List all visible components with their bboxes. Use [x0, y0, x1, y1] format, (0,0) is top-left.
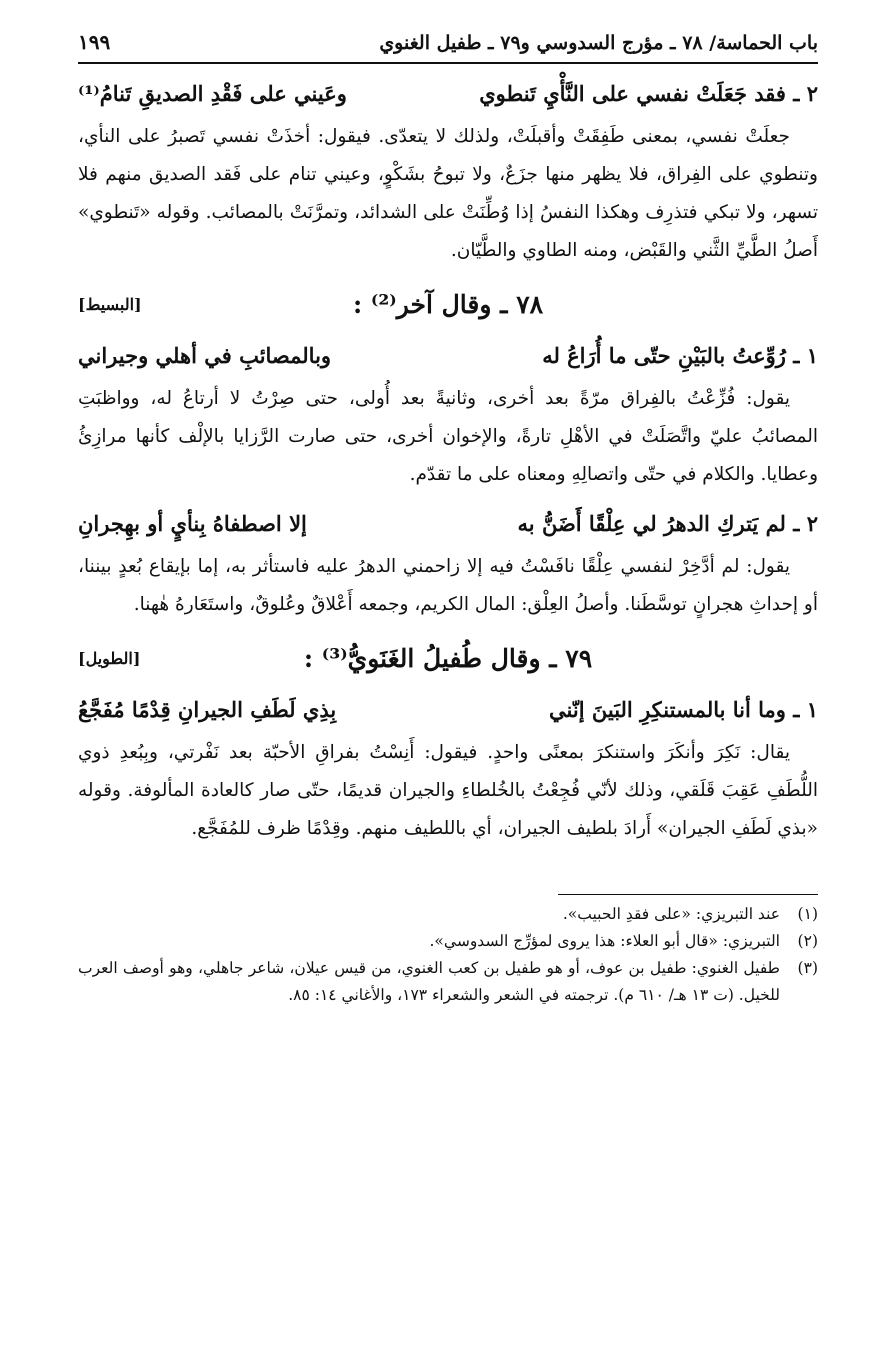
- footnote-text: عند التبريزي: «على فقدِ الحبيب».: [562, 905, 780, 923]
- verse-first-hemistich: ١ ـ رُوِّعتُ بالبَيْنِ حتّى ما أُرَاعُ له: [542, 343, 818, 368]
- footnote-text: التبريزي: «قال أبو العلاء: هذا يروى لمؤرِّج السدوسي».: [429, 932, 780, 950]
- meter-label: [الطويل]: [78, 648, 141, 668]
- footnotes: [78, 901, 818, 1009]
- footnote: [78, 955, 818, 1009]
- section-heading: [78, 636, 818, 680]
- verse-block: [78, 692, 818, 728]
- page-number: ١٩٩: [78, 30, 111, 54]
- footnote-number: (٢): [797, 932, 818, 950]
- verse-first-hemistich: ٢ ـ لم يَتركِ الدهرُ لي عِلْقًا أَضَنُّ به: [517, 511, 818, 536]
- verse-block: [78, 506, 818, 542]
- header-title: باب الحماسة/ ٧٨ ـ مؤرج السدوسي و٧٩ ـ طفيل الغنوي: [379, 32, 818, 54]
- verse-second-hemistich: وبالمصائبِ في أهلي وجيراني: [78, 343, 332, 368]
- section-title: ٧٩ ـ وقال طُفيلُ الغَنَويُّ⁽³⁾ :: [303, 643, 593, 673]
- footnote-text: طفيل الغنوي: طفيل بن عوف، أو هو طفيل بن كعب الغنوي، من قيس عيلان، شاعر جاهلي، وهو أوصف العرب للخيل. (ت ١٣ هـ/ ٦١٠ م). ترجمته في الشعر والشعراء ١٧٣، والأغاني ١٤: ٨٥.: [78, 959, 780, 1004]
- section-heading: [78, 282, 818, 326]
- verse-second-hemistich: إلا اصطفاهُ بِنأيٍ أو بهِجرانِ: [78, 511, 307, 536]
- running-header: [78, 30, 818, 64]
- footnote-divider: [558, 894, 818, 895]
- book-page: [78, 30, 818, 1009]
- footnote: [78, 901, 818, 928]
- footnote-number: (١): [797, 905, 818, 923]
- section-title: ٧٨ ـ وقال آخر⁽²⁾ :: [352, 289, 544, 319]
- footnote: [78, 928, 818, 955]
- verse-second-hemistich: وعَيني على فَقْدِ الصديقِ تَنامُ⁽¹⁾: [78, 81, 347, 106]
- footnote-number: (٣): [797, 959, 818, 977]
- commentary-paragraph: يقول: فُزِّعْتُ بالفِراق مرّةً بعد أخرى، وثانيةً بعد أُولى، حتى صِرْتُ لا أرتاعُ له، وواظبَتِ المصائبُ عليّ واتَّصَلَتْ في الأهْلِ تارةً، والإخوان أخرى، حتى صارت الرَّزايا بالإلْف كأنها مرازِئُ وعطايا. والكلام في حتّى واتصالِهِ ومعناه على ما تقدّم.: [78, 388, 818, 485]
- verse-block: [78, 338, 818, 374]
- commentary-paragraph: يقول: لم أدَّخِرْ لنفسي عِلْقًا نافَسْتُ فيه إلا زاحمني الدهرُ عليه فاستأثر به، إما بإيقاع بُعدٍ بيننا، أو إحداثِ هجرانٍ توسَّطَنا. وأصلُ العِلْق: المال الكريم، وجمعه أَعْلاقٌ وعُلوقٌ، واستَعَارهُ هٰهنا.: [78, 556, 818, 615]
- verse-block: [78, 76, 818, 112]
- commentary-paragraph: يقال: نَكِرَ وأنكَرَ واستنكرَ بمعنًى واحدٍ. فيقول: أَنِسْتُ بفراقِ الأحبّة بعد نَفْرتي، وبِبُعدِ ذوي اللُّطَفِ عَقِبَ قَلَقي، وذلك لأنّي فُجِعْتُ بالخُلطاءِ والجيران قديمًا، حتّى صار كالعادة المألوفة. وقوله «بذي لَطَفِ الجيران» أَرادَ بلطيف الجيران، أي باللطيف منهم. وقِدْمًا ظرف للمُفَجَّع.: [78, 742, 818, 839]
- verse-first-hemistich: ١ ـ وما أنا بالمستنكِرِ البَينَ إنّني: [549, 697, 818, 722]
- verse-second-hemistich: بِذِي لَطَفِ الجيرانِ قِدْمًا مُفَجَّعُ: [78, 697, 337, 722]
- commentary-paragraph: جعلَتْ نفسي، بمعنى طَفِقَتْ وأقبلَتْ، ولذلك لا يتعدّى. فيقول: أخذَتْ نفسي تَصبرُ على النأي، وتنطوي على الفِراق، فلا يظهر منها جزَعٌ، ولا تبوحُ بشَكْوٍ، وعيني تنام على فَقد الصديق منهم فلا تسهر، ولا تبكي فتذرِف وهكذا النفسُ إذا وُطِّنَتْ على الشدائد، وتمرَّنَتْ بالمصائب. وقوله «تَنطوي» أَصلُ الطَّيِّ الثَّني والقَبْض، ومنه الطاوي والطَّيّان.: [78, 126, 818, 261]
- verse-first-hemistich: ٢ ـ فقد جَعَلَتْ نفسي على النَّأْيِ تَنطوي: [479, 81, 818, 106]
- meter-label: [البسيط]: [78, 294, 142, 314]
